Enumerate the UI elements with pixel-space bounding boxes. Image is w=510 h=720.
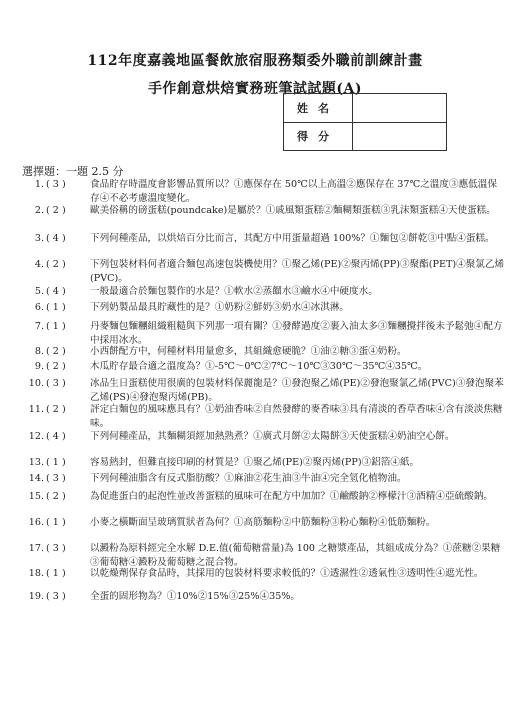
- question-number: 10.: [28, 378, 44, 389]
- answer-choice: ( 1 ): [46, 457, 66, 468]
- question-text: 下列何種產品，其麵糊須經加熱熟煮？①廣式月餅②太陽餅③天使蛋糕④奶油空心餅。: [90, 431, 455, 442]
- name-field[interactable]: [353, 94, 446, 122]
- question-text: 一般最適合於麵包製作的水是？①軟水②蒸餾水③鹼水④中硬度水。: [90, 286, 378, 297]
- question-number: 18.: [28, 568, 44, 579]
- answer-choice: ( 4 ): [46, 286, 66, 297]
- question-number: 15.: [28, 491, 44, 502]
- question-text: 冰品生日蛋糕使用很廣的包裝材料保麗龍是？①發泡聚乙烯(PE)②發泡聚氯乙烯(PVC)③發泡聚苯乙烯(PS)④發泡聚丙烯(PB)。: [90, 378, 504, 403]
- question-number: 7.: [34, 321, 44, 332]
- question-text: 小麥之橫斷面呈玻璃質狀者為何？①高筋麵粉②中筋麵粉③粉心麵粉④低筋麵粉。: [90, 517, 436, 528]
- answer-choice: ( 1 ): [46, 302, 66, 313]
- score-label: 得分: [284, 122, 353, 150]
- name-label: 姓名: [284, 94, 353, 122]
- document-subtitle: 手作創意烘焙實務班筆試試題(A): [147, 81, 363, 97]
- answer-choice: ( 2 ): [46, 346, 66, 357]
- question-text: 全蛋的固形物為？①10%②15%③25%④35%。: [90, 591, 301, 602]
- answer-choice: ( 3 ): [46, 179, 66, 190]
- question-number: 8.: [34, 346, 44, 357]
- question-text: 下列何種油脂含有反式脂肪酸？①麻油②花生油③牛油④完全氫化植物油。: [90, 473, 407, 484]
- section-label: 選擇題：一題 2.5 分: [22, 165, 124, 178]
- question-text: 丹麥麵包麵糰組織粗糙與下列那一項有關？①發酵過度②裹入油太多③麵糰攪拌後未予鬆弛④配方中採用冰水。: [90, 321, 503, 346]
- answer-choice: ( 4 ): [46, 233, 66, 244]
- question-text: 評定白麵包的風味應具有？①奶油香味②自然發酵的麥香味③具有清淡的香草香味④含有淡淡焦糖味。: [90, 404, 503, 429]
- question-number: 9.: [34, 361, 44, 372]
- question-text: 容易熱封，但難直接印刷的材質是？①聚乙烯(PE)②聚丙烯(PP)③鋁箔④紙。: [90, 457, 420, 468]
- question-number: 6.: [34, 302, 44, 313]
- question-text: 為促進蛋白的起泡性並改善蛋糕的風味可在配方中加加？①鹼酸鈉②檸檬汁③酒精④亞硫酸鈉。: [90, 491, 493, 502]
- answer-choice: ( 1 ): [46, 517, 66, 528]
- document-title: 112年度嘉義地區餐飲旅宿服務類委外職前訓練計畫: [87, 53, 423, 69]
- answer-choice: ( 1 ): [46, 568, 66, 579]
- score-row: [284, 122, 446, 150]
- question-number: 4.: [34, 259, 44, 270]
- question-number: 5.: [34, 286, 44, 297]
- name-score-box: [283, 93, 447, 151]
- question-text: 以乾燥劑保存食品時，其採用的包裝材料要求較低的？①透濕性②透氣性③透明性④遮光性。: [90, 568, 484, 579]
- answer-choice: ( 3 ): [46, 591, 66, 602]
- question-number: 16.: [28, 517, 44, 528]
- question-number: 3.: [34, 233, 44, 244]
- question-number: 14.: [28, 473, 44, 484]
- question-text: 小西餅配方中，何種材料用量愈多，其組織愈硬脆？①油②糖③蛋④奶粉。: [90, 346, 407, 357]
- answer-choice: ( 2 ): [46, 361, 66, 372]
- question-text: 下列何種產品，以烘焙百分比而言，其配方中用蛋量超過 100%？①麵包②餅乾③中點④蛋糕。: [90, 233, 495, 244]
- question-text: 以澱粉為原料經完全水解 D.E.值(葡萄糖當量)為 100 之糖漿產品，其組成成分為？①蔗糖②果糖③葡萄糖④澱粉及葡萄糖之混合物。: [90, 543, 501, 568]
- answer-choice: ( 2 ): [46, 491, 66, 502]
- question-text: 歐美俗稱的磅蛋糕(poundcake)是屬於？①戚風類蛋糕②麵糊類蛋糕③乳沫類蛋糕④天使蛋糕。: [90, 205, 496, 216]
- question-text: 下列包裝材料何者適合麵包高速包裝機使用？①聚乙烯(PE)②聚丙烯(PP)③聚酯(PET)④聚氯乙烯(PVC)。: [90, 259, 505, 284]
- question-number: 17.: [28, 543, 44, 554]
- answer-choice: ( 3 ): [46, 378, 66, 389]
- question-text: 食品貯存時溫度會影響品質所以？①應保存在 50℃以上高溫②應保存在 37℃之溫度③應低溫保存④不必考慮溫度變化。: [90, 179, 497, 204]
- question-number: 19.: [28, 591, 44, 602]
- question-number: 11.: [28, 404, 44, 415]
- answer-choice: ( 3 ): [46, 473, 66, 484]
- answer-choice: ( 2 ): [46, 404, 66, 415]
- question-text: 木瓜貯存最合適之溫度為？①-5℃～0℃②7℃～10℃③30℃～35℃④35℃。: [90, 361, 428, 372]
- answer-choice: ( 2 ): [46, 259, 66, 270]
- answer-choice: ( 4 ): [46, 431, 66, 442]
- score-field[interactable]: [353, 122, 446, 150]
- answer-choice: ( 1 ): [46, 321, 66, 332]
- question-number: 13.: [28, 457, 44, 468]
- question-text: 下列奶製品最具貯藏性的是？①奶粉②鮮奶③奶水④冰淇淋。: [90, 302, 350, 313]
- question-number: 12.: [28, 431, 44, 442]
- question-number: 2.: [34, 205, 44, 216]
- name-row: [284, 94, 446, 123]
- question-number: 1.: [34, 179, 44, 190]
- answer-choice: ( 3 ): [46, 543, 66, 554]
- answer-choice: ( 2 ): [46, 205, 66, 216]
